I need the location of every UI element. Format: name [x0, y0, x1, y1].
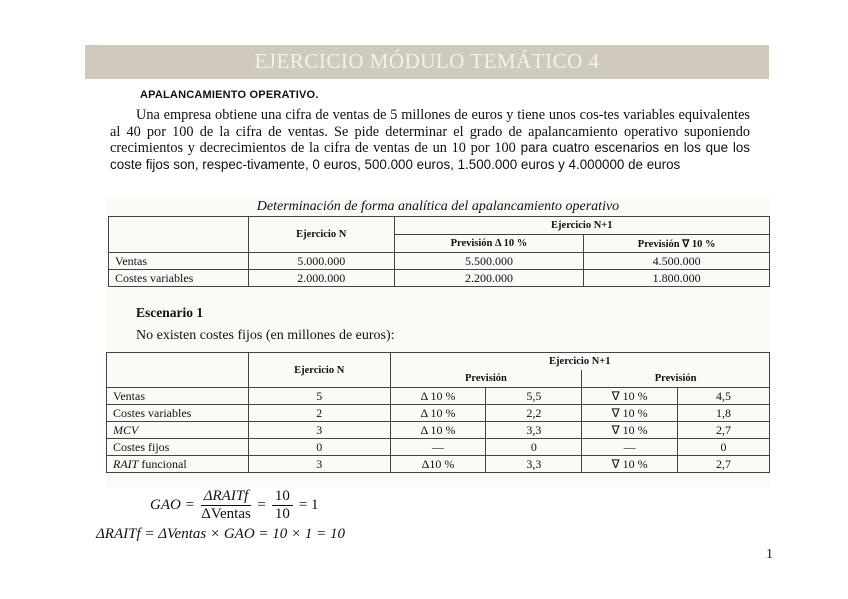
cell-n: 0 — [248, 439, 390, 456]
statement-sans-text: para cuatro escenarios en los que los coste fijos son, respec-tivamente, 0 euros, 500.000 euros, 1.500.000 euros y 4.000000 de euros — [110, 140, 750, 172]
cell-n: 5.000.000 — [248, 253, 394, 270]
cell-down-val: 0 — [678, 439, 770, 456]
gao-equals: = — [257, 497, 266, 513]
cell-down: 4.500.000 — [584, 253, 770, 270]
table-row — [107, 439, 770, 456]
cell-up-val: 5,5 — [486, 388, 582, 405]
cell-down-val: 2,7 — [678, 456, 770, 473]
scanned-book-excerpt — [106, 197, 770, 487]
cell-n: 5 — [248, 388, 390, 405]
row-label: Costes fijos — [107, 439, 249, 456]
cell-down: 1.800.000 — [584, 270, 770, 287]
gao-result: = 1 — [298, 497, 319, 513]
rait-formula: ΔRAITf = ΔVentas × GAO = 10 × 1 = 10 — [96, 526, 346, 542]
row-label: Ventas — [109, 253, 249, 270]
table-row — [107, 405, 770, 422]
cell-up-val: 3,3 — [486, 456, 582, 473]
table-row — [107, 456, 770, 473]
cell-n: 2.000.000 — [248, 270, 394, 287]
cell-up-val: 3,3 — [486, 422, 582, 439]
gao-formula — [150, 488, 319, 523]
table-row — [109, 270, 770, 287]
table1-header-row — [109, 217, 770, 235]
scenario-text: No existen costes fijos (en millones de euros): — [136, 328, 395, 343]
row-label — [107, 456, 249, 473]
analytic-leverage-table — [108, 216, 770, 287]
cell-n: 2 — [248, 405, 390, 422]
cell-n: 3 — [248, 456, 390, 473]
row-label-italic: RAIT — [113, 456, 139, 471]
row-label: Costes variables — [109, 270, 249, 287]
gao-frac2-denominator: 10 — [274, 506, 290, 522]
cell-down-pct: — — [582, 439, 678, 456]
table-row — [107, 388, 770, 405]
page-number: 1 — [766, 547, 773, 562]
exercise-statement — [110, 107, 750, 173]
page-title: EJERCICIO MÓDULO TEMÁTICO 4 — [254, 49, 600, 73]
table1-col-ejercicio-n1: Ejercicio N+1 — [394, 217, 769, 235]
cell-down-pct: ∇ 10 % — [582, 405, 678, 422]
table1-col-prev-down: Previsión ∇ 10 % — [584, 235, 770, 253]
table2-col-ejercicio-n: Ejercicio N — [248, 353, 390, 388]
row-label: Ventas — [107, 388, 249, 405]
cell-down-pct: ∇ 10 % — [582, 422, 678, 439]
cell-up-val: 0 — [486, 439, 582, 456]
table2-col-prevision-down: Previsión — [582, 370, 770, 388]
scenario1-table — [106, 352, 770, 473]
cell-up-pct: Δ10 % — [390, 456, 486, 473]
cell-down-pct: ∇ 10 % — [582, 388, 678, 405]
table2-corner-cell — [107, 353, 249, 388]
cell-n: 3 — [248, 422, 390, 439]
cell-up: 5.500.000 — [394, 253, 584, 270]
cell-up-pct: — — [390, 439, 486, 456]
cell-down-pct: ∇ 10 % — [582, 456, 678, 473]
cell-up-pct: Δ 10 % — [390, 405, 486, 422]
gao-frac1-denominator: ΔVentas — [201, 506, 251, 522]
gao-frac1-numerator: ΔRAITf — [201, 488, 252, 506]
gao-lhs: GAO = — [150, 497, 195, 513]
row-label: Costes variables — [107, 405, 249, 422]
table1-col-ejercicio-n: Ejercicio N — [248, 217, 394, 253]
table1-col-prev-up: Previsión Δ 10 % — [394, 235, 584, 253]
gao-fraction-1 — [201, 488, 252, 523]
gao-frac2-numerator: 10 — [272, 488, 293, 506]
row-label-rest: funcional — [138, 456, 187, 471]
subtitle-period: . — [315, 89, 319, 101]
table-row — [109, 253, 770, 270]
table1-title: Determinación de forma analítica del apalancamiento operativo — [256, 199, 620, 214]
cell-up-pct: Δ 10 % — [390, 388, 486, 405]
section-subtitle — [140, 89, 319, 101]
cell-up-val: 2,2 — [486, 405, 582, 422]
statement-serif-text: Una empresa obtiene una cifra de ventas de 5 millones de euros y tiene unos cos-tes variables equivalentes al 40 por 100 de la cifra de ventas. Se pide determinar el grado de apalancamiento operativo suponiendo crecimientos y decrecimientos de la cifra de ventas de un 10 por 100 — [110, 107, 750, 157]
title-banner — [85, 45, 769, 79]
cell-down-val: 4,5 — [678, 388, 770, 405]
cell-up-pct: Δ 10 % — [390, 422, 486, 439]
cell-down-val: 2,7 — [678, 422, 770, 439]
table-row — [107, 422, 770, 439]
cell-down-val: 1,8 — [678, 405, 770, 422]
cell-up: 2.200.000 — [394, 270, 584, 287]
row-label: MCV — [107, 422, 249, 439]
gao-fraction-2 — [272, 488, 293, 523]
table2-col-ejercicio-n1: Ejercicio N+1 — [390, 353, 769, 371]
table1-corner-cell — [109, 217, 249, 253]
subtitle-text: APALANCAMIENTO OPERATIVO — [140, 89, 316, 101]
table2-col-prevision-up: Previsión — [390, 370, 582, 388]
scenario-title: Escenario 1 — [136, 305, 204, 320]
table2-header-row — [107, 353, 770, 371]
